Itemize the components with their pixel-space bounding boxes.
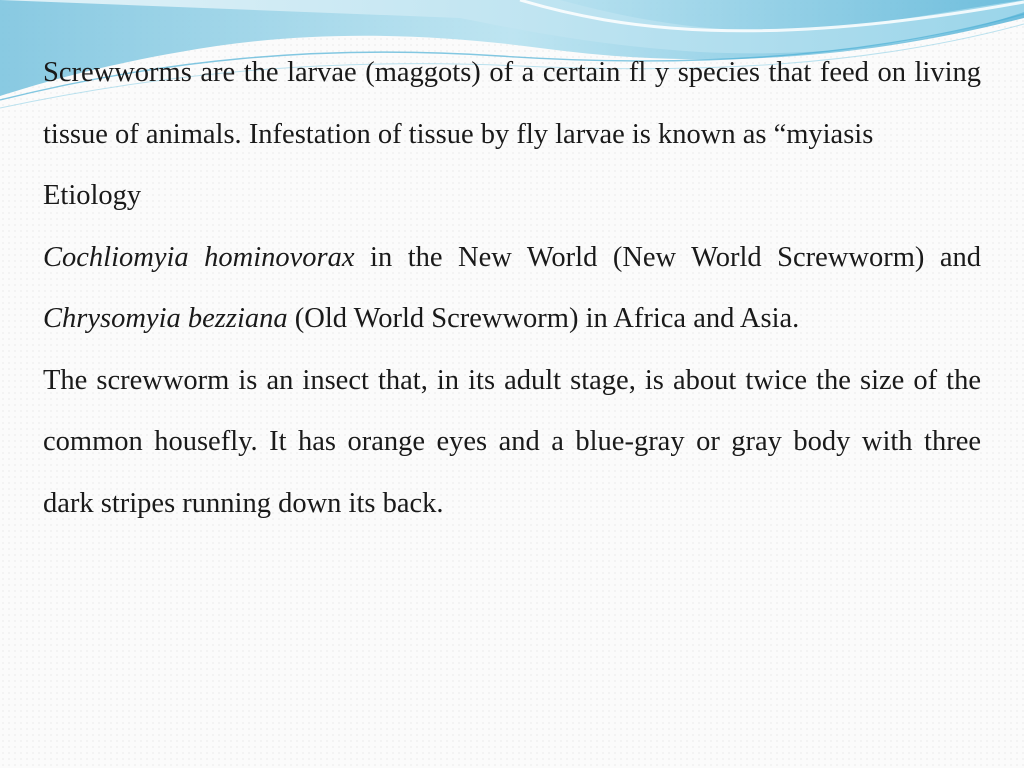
text-segment: in the New World (New World Screwworm) and (354, 241, 981, 273)
paragraph-description (43, 350, 981, 535)
text-segment: The screwworm is an insect that, in its adult stage, is about twice the size of the common housefly. It has orange eyes and a blue-gray or gray body with three dark stripes running down its back. (43, 364, 981, 519)
text-segment: Screwworms are the larvae (maggots) of a certain fl y species that feed on living tissue of animals. (43, 57, 981, 150)
paragraph-definition (43, 42, 981, 165)
paragraph-etiology-body (43, 227, 981, 350)
species-name-new-world: Cochliomyia hominovorax (43, 241, 355, 273)
section-heading: Etiology (43, 180, 142, 211)
text-segment: (Old World Screwworm) in Africa and Asia. (287, 303, 800, 334)
paragraph-etiology-heading (43, 165, 981, 227)
slide-body (43, 42, 981, 534)
species-name-old-world: Chrysomyia bezziana (43, 303, 288, 334)
text-segment: Infestation of tissue by fly larvae is known as “myiasis (248, 118, 874, 150)
